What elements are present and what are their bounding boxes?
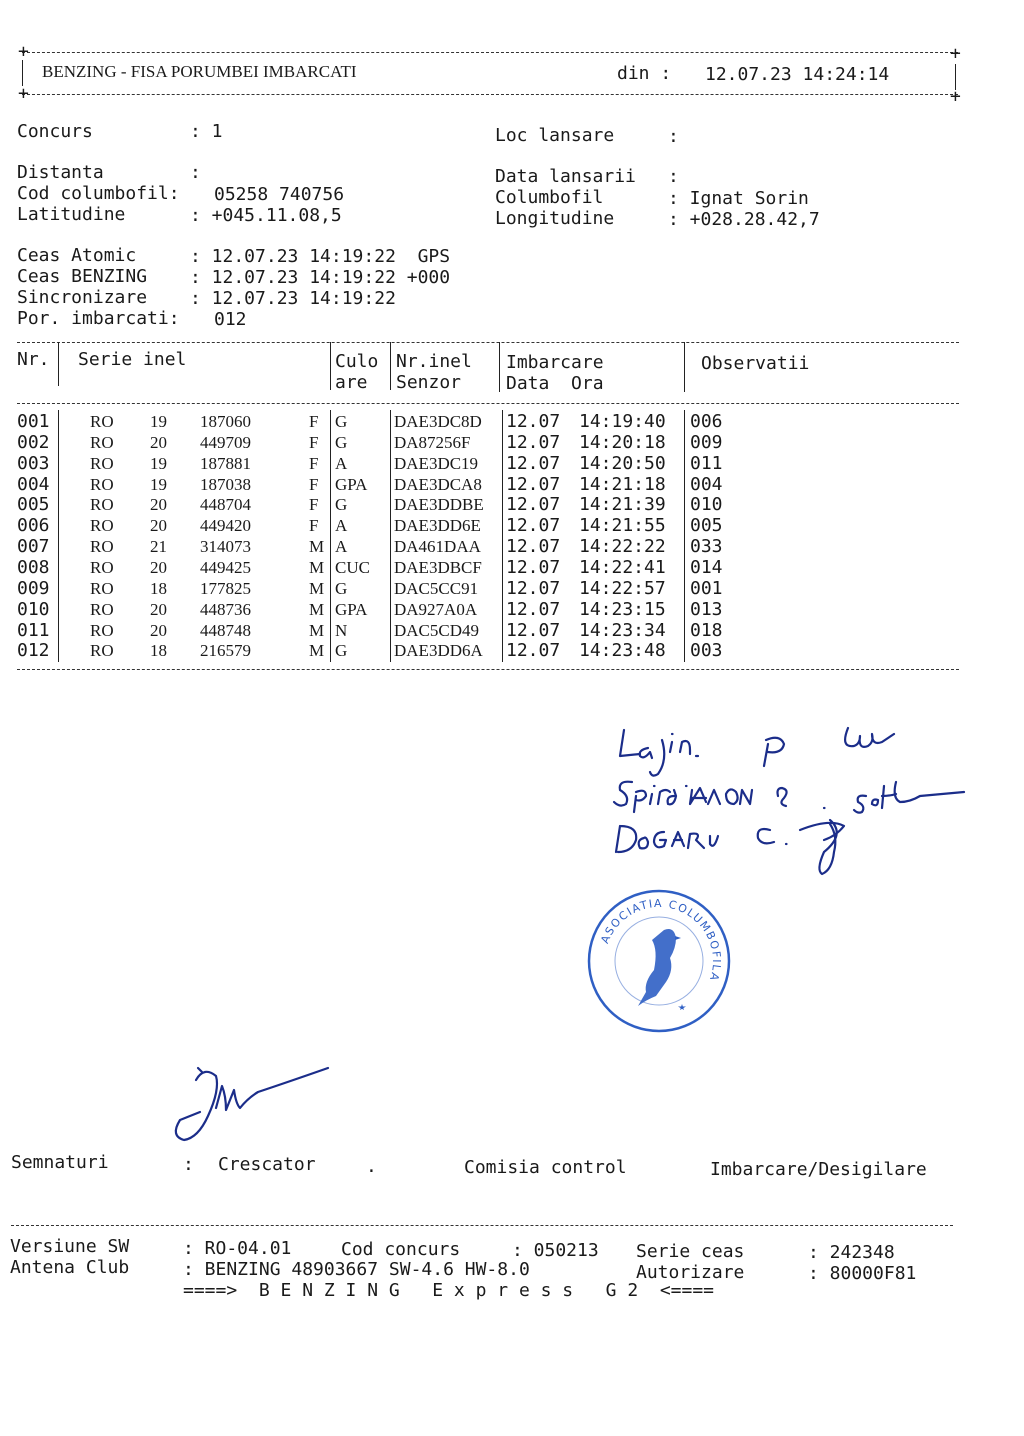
cell-time: 14:22:22 xyxy=(579,536,666,558)
cell-nr: 005 xyxy=(17,494,50,516)
cell-year: 19 xyxy=(150,453,167,473)
breeder-signature xyxy=(170,1060,320,1155)
col-divider xyxy=(502,410,503,662)
table-bottom-border xyxy=(17,669,959,670)
cell-sensor: DAE3DD6E xyxy=(394,516,481,536)
cell-nr: 004 xyxy=(17,473,50,495)
cell-country: RO xyxy=(90,453,114,473)
table-top-border xyxy=(17,342,959,343)
cell-sex: F xyxy=(309,495,319,515)
cell-year: 19 xyxy=(150,412,167,431)
cell-observatii: 001 xyxy=(690,577,723,599)
cell-year: 20 xyxy=(150,432,167,452)
cell-time: 14:22:57 xyxy=(579,577,666,599)
versiune-label: Versiune SW xyxy=(10,1236,130,1257)
cell-time: 14:19:40 xyxy=(579,411,666,432)
sincronizare-value: : 12.07.23 14:19:22 xyxy=(190,288,396,309)
cell-country: RO xyxy=(90,620,114,640)
cell-date: 12.07 xyxy=(506,431,561,453)
cell-sex: M xyxy=(309,557,325,577)
th-observatii: Observatii xyxy=(701,353,810,374)
semnaturi-label: Semnaturi xyxy=(11,1152,109,1173)
cell-observatii: 011 xyxy=(690,452,723,474)
cell-color: A xyxy=(335,453,348,473)
cell-sex: F xyxy=(309,412,319,431)
cell-sensor: DA461DAA xyxy=(394,537,481,557)
stamp-seal xyxy=(584,886,734,1036)
col-divider xyxy=(390,342,391,390)
cell-ring-number: 449709 xyxy=(200,432,251,452)
columbofil-label: Columbofil xyxy=(495,187,604,208)
cell-color: CUC xyxy=(335,557,370,577)
cell-date: 12.07 xyxy=(506,577,561,599)
cell-date: 12.07 xyxy=(506,640,561,662)
cell-ring-number: 177825 xyxy=(200,578,251,598)
cell-observatii: 005 xyxy=(690,515,723,537)
cell-color: GPA xyxy=(335,474,368,494)
cell-color: N xyxy=(335,620,348,640)
cell-observatii: 018 xyxy=(690,619,723,641)
handwriting-drawing xyxy=(600,700,980,900)
th-nr-inel-1: Nr.inel xyxy=(396,351,472,372)
col-divider xyxy=(390,410,391,662)
benzing-banner: ====> B E N Z I N G E x p r e s s G 2 <==== xyxy=(183,1280,715,1301)
cell-year: 20 xyxy=(150,599,167,619)
distanta-value: : xyxy=(190,162,201,183)
por-imbarcati-value: 012 xyxy=(214,309,247,330)
cell-sensor: DAE3DC8D xyxy=(394,412,482,431)
cell-time: 14:20:18 xyxy=(579,431,666,453)
col-divider xyxy=(330,410,331,662)
cell-year: 19 xyxy=(150,474,167,494)
cell-ring-number: 449425 xyxy=(200,557,251,577)
cod-concurs-label: Cod concurs xyxy=(341,1239,461,1260)
table-row xyxy=(0,558,960,578)
table-row xyxy=(0,495,960,515)
header-top-border xyxy=(22,52,958,53)
imbarcare-desigilare-label: Imbarcare/Desigilare xyxy=(710,1159,927,1180)
columbofil-value: : Ignat Sorin xyxy=(668,188,809,209)
cell-sex: M xyxy=(309,578,325,598)
cell-year: 20 xyxy=(150,495,167,515)
cod-columbofil-label: Cod columbofil: xyxy=(17,183,180,204)
col-divider xyxy=(58,342,59,386)
table-row xyxy=(0,454,960,474)
crescator-label: Crescator xyxy=(218,1154,316,1175)
cod-columbofil-value: 05258 740756 xyxy=(214,184,345,205)
cell-country: RO xyxy=(90,412,114,431)
cell-date: 12.07 xyxy=(506,619,561,641)
cell-date: 12.07 xyxy=(506,452,561,474)
cell-sex: M xyxy=(309,599,325,619)
th-serie-inel: Serie inel xyxy=(78,349,187,370)
cell-date: 12.07 xyxy=(506,556,561,578)
sincronizare-label: Sincronizare xyxy=(17,287,148,308)
cell-observatii: 004 xyxy=(690,473,723,495)
cell-color: G xyxy=(335,412,348,431)
data-lansarii-label: Data lansarii xyxy=(495,166,636,187)
cell-date: 12.07 xyxy=(506,598,561,620)
cell-time: 14:23:15 xyxy=(579,598,666,620)
serie-ceas-value: : 242348 xyxy=(808,1242,895,1263)
comisia-control-label: Comisia control xyxy=(464,1157,627,1178)
cell-sensor: DAE3DD6A xyxy=(394,641,483,661)
concurs-value: : 1 xyxy=(190,121,223,142)
cell-sensor: DAE3DCA8 xyxy=(394,474,482,494)
cell-nr: 009 xyxy=(17,577,50,599)
cell-observatii: 009 xyxy=(690,431,723,453)
cell-time: 14:23:34 xyxy=(579,619,666,641)
cell-observatii: 033 xyxy=(690,536,723,558)
antena-label: Antena Club xyxy=(10,1257,130,1278)
cell-observatii: 010 xyxy=(690,494,723,516)
ceas-benzing-value: : 12.07.23 14:19:22 +000 xyxy=(190,267,451,288)
cell-year: 20 xyxy=(150,620,167,640)
loc-lansare-value: : xyxy=(668,126,679,147)
header-corner: + xyxy=(950,43,961,64)
table-row xyxy=(0,433,960,453)
cell-ring-number: 216579 xyxy=(200,641,251,661)
cell-year: 18 xyxy=(150,578,167,598)
header-din-label: din : xyxy=(617,63,672,84)
longitudine-label: Longitudine xyxy=(495,208,615,229)
cell-ring-number: 449420 xyxy=(200,516,251,536)
cell-sex: F xyxy=(309,474,319,494)
cell-nr: 006 xyxy=(17,515,50,537)
cell-country: RO xyxy=(90,557,114,577)
loc-lansare-label: Loc lansare xyxy=(495,125,615,146)
table-header-border xyxy=(17,403,959,404)
cell-sex: F xyxy=(309,432,319,452)
cell-color: G xyxy=(335,578,348,598)
cell-time: 14:23:48 xyxy=(579,640,666,662)
cell-nr: 003 xyxy=(17,452,50,474)
col-divider xyxy=(684,342,685,392)
cell-ring-number: 448748 xyxy=(200,620,251,640)
signature-dot: . xyxy=(366,1156,377,1177)
cell-country: RO xyxy=(90,432,114,452)
header-corner: + xyxy=(18,83,29,104)
cell-year: 21 xyxy=(150,537,167,557)
serie-ceas-label: Serie ceas xyxy=(636,1241,745,1262)
table-row xyxy=(0,579,960,599)
cell-observatii: 014 xyxy=(690,556,723,578)
table-row xyxy=(0,516,960,536)
header-corner: + xyxy=(18,41,29,62)
distanta-label: Distanta xyxy=(17,162,104,183)
cell-date: 12.07 xyxy=(506,536,561,558)
cell-ring-number: 448704 xyxy=(200,495,251,515)
col-divider xyxy=(330,342,331,390)
versiune-value: : RO-04.01 xyxy=(183,1238,292,1259)
cell-ring-number: 187881 xyxy=(200,453,251,473)
table-row xyxy=(0,600,960,620)
cell-color: G xyxy=(335,641,348,661)
svg-text:ASOCIATIA COLUMBOFILA: ASOCIATIA COLUMBOFILA xyxy=(598,896,724,984)
cell-time: 14:22:41 xyxy=(579,556,666,578)
cell-ring-number: 448736 xyxy=(200,599,251,619)
cell-sex: M xyxy=(309,620,325,640)
cell-country: RO xyxy=(90,599,114,619)
cell-sensor: DAE3DC19 xyxy=(394,453,479,473)
cell-color: A xyxy=(335,537,348,557)
header-corner: + xyxy=(950,86,961,107)
semnaturi-separator: : xyxy=(183,1154,194,1175)
footer-border xyxy=(11,1225,953,1226)
concurs-label: Concurs xyxy=(17,121,93,142)
th-culoare-2: are xyxy=(335,372,368,393)
cell-color: G xyxy=(335,432,348,452)
cell-nr: 011 xyxy=(17,619,50,641)
data-lansarii-value: : xyxy=(668,166,679,187)
latitudine-value: : +045.11.08,5 xyxy=(190,205,342,226)
cell-year: 20 xyxy=(150,557,167,577)
th-culoare-1: Culo xyxy=(335,351,379,372)
table-row xyxy=(0,621,960,641)
cell-ring-number: 314073 xyxy=(200,537,251,557)
cell-time: 14:21:55 xyxy=(579,515,666,537)
cell-nr: 012 xyxy=(17,640,50,662)
cell-country: RO xyxy=(90,641,114,661)
table-row xyxy=(0,641,960,661)
cell-sensor: DA927A0A xyxy=(394,599,478,619)
cell-country: RO xyxy=(90,537,114,557)
cell-sex: F xyxy=(309,516,319,536)
col-divider xyxy=(684,410,685,662)
cell-sensor: DAE3DBCF xyxy=(394,557,482,577)
table-row xyxy=(0,537,960,557)
autorizare-label: Autorizare xyxy=(636,1262,745,1283)
cell-time: 14:20:50 xyxy=(579,452,666,474)
cell-nr: 010 xyxy=(17,598,50,620)
cell-color: A xyxy=(335,516,348,536)
cell-year: 20 xyxy=(150,516,167,536)
cod-concurs-value: : 050213 xyxy=(512,1240,599,1261)
cell-observatii: 013 xyxy=(690,598,723,620)
th-imbarcare-2: Data Ora xyxy=(506,373,604,394)
col-divider xyxy=(58,410,59,662)
ceas-atomic-value: : 12.07.23 14:19:22 GPS xyxy=(190,246,451,267)
cell-ring-number: 187038 xyxy=(200,474,251,494)
cell-nr: 001 xyxy=(17,411,50,432)
cell-observatii: 006 xyxy=(690,411,723,432)
antena-value: : BENZING 48903667 SW-4.6 HW-8.0 xyxy=(183,1259,530,1280)
cell-sensor: DAC5CC91 xyxy=(394,578,479,598)
cell-observatii: 003 xyxy=(690,640,723,662)
cell-nr: 007 xyxy=(17,536,50,558)
col-divider xyxy=(499,342,500,392)
cell-nr: 008 xyxy=(17,556,50,578)
cell-country: RO xyxy=(90,516,114,536)
cell-color: GPA xyxy=(335,599,368,619)
cell-sensor: DA87256F xyxy=(394,432,471,452)
th-nr: Nr. xyxy=(17,349,50,370)
por-imbarcati-label: Por. imbarcati: xyxy=(17,308,180,329)
cell-sex: F xyxy=(309,453,319,473)
cell-time: 14:21:18 xyxy=(579,473,666,495)
header-din-value: 12.07.23 14:24:14 xyxy=(705,64,890,85)
longitudine-value: : +028.28.42,7 xyxy=(668,209,820,230)
latitudine-label: Latitudine xyxy=(17,204,126,225)
ceas-atomic-label: Ceas Atomic xyxy=(17,245,137,266)
cell-date: 12.07 xyxy=(506,515,561,537)
cell-country: RO xyxy=(90,474,114,494)
cell-date: 12.07 xyxy=(506,494,561,516)
table-row xyxy=(0,412,960,432)
cell-color: G xyxy=(335,495,348,515)
cell-sex: M xyxy=(309,641,325,661)
cell-sex: M xyxy=(309,537,325,557)
header-bottom-border xyxy=(22,94,958,95)
th-nr-inel-2: Senzor xyxy=(396,372,462,393)
cell-sensor: DAE3DDBE xyxy=(394,495,484,515)
cell-date: 12.07 xyxy=(506,473,561,495)
cell-ring-number: 187060 xyxy=(200,412,251,431)
autorizare-value: : 80000F81 xyxy=(808,1263,917,1284)
cell-date: 12.07 xyxy=(506,411,561,432)
cell-country: RO xyxy=(90,495,114,515)
cell-year: 18 xyxy=(150,641,167,661)
table-row xyxy=(0,475,960,495)
header-title: BENZING - FISA PORUMBEI IMBARCATI xyxy=(42,62,357,81)
cell-nr: 002 xyxy=(17,431,50,453)
cell-country: RO xyxy=(90,578,114,598)
cell-sensor: DAC5CD49 xyxy=(394,620,480,640)
ceas-benzing-label: Ceas BENZING xyxy=(17,266,148,287)
th-imbarcare-1: Imbarcare xyxy=(506,352,604,373)
cell-time: 14:21:39 xyxy=(579,494,666,516)
